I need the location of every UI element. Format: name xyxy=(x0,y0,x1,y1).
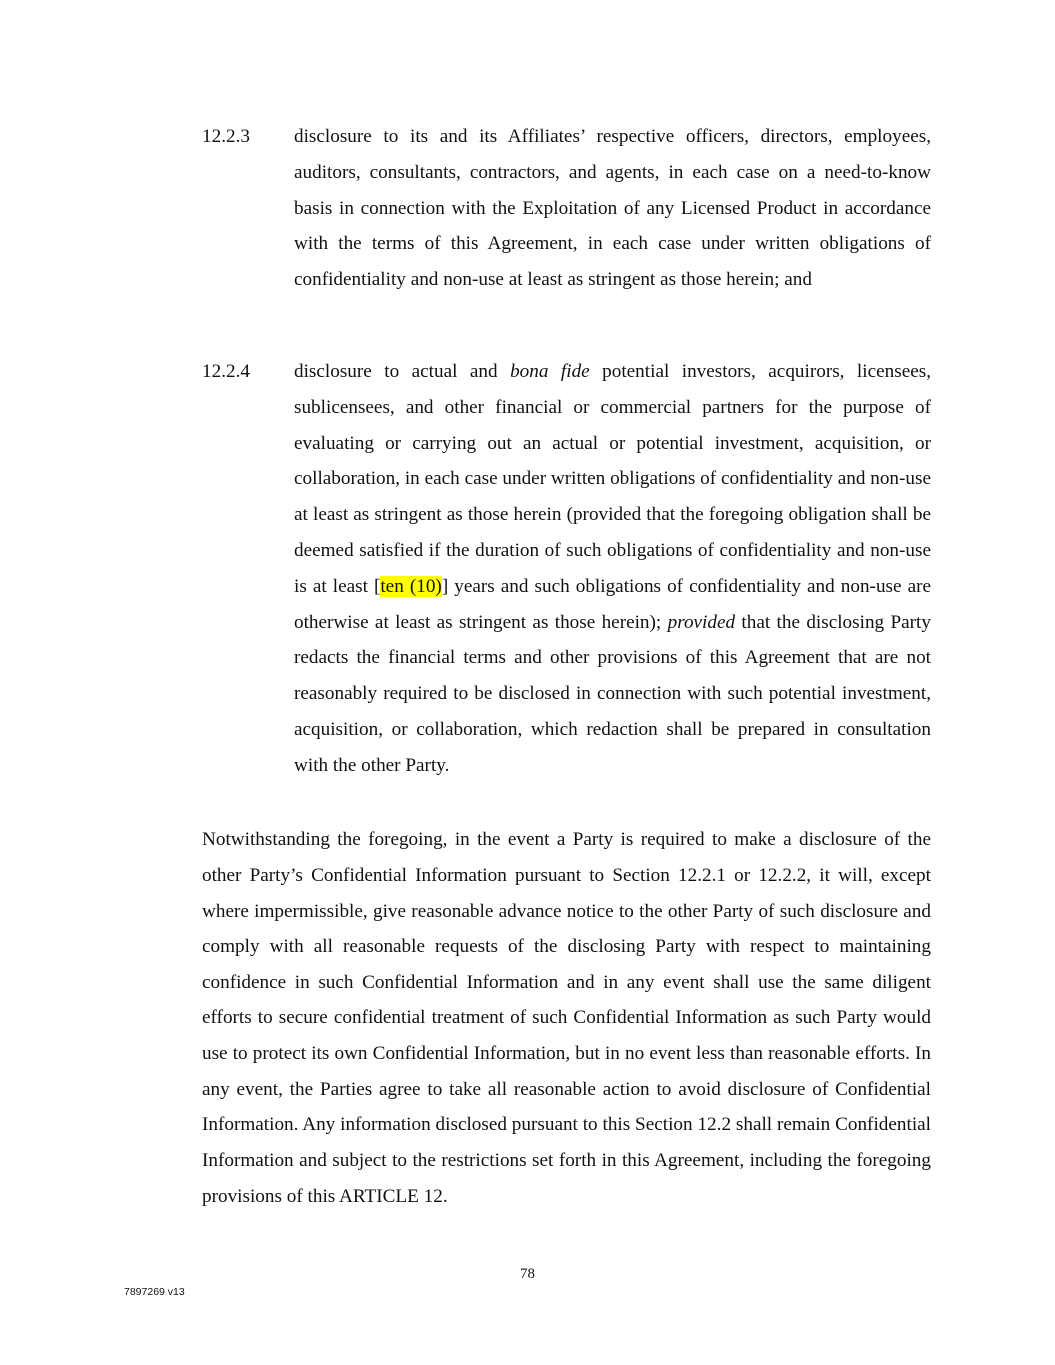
clause-text-segment: potential investors, acquirors, licensees, sublicensees, and other financial or commercial partners for the purpose of evaluating or carrying out an actual or potential investment, acquisition, or collaboration, in each case under written obligations of confidentiality and non-use at least as stringent as those herein (provided that the foregoing obligation shall be deemed satisfied if the duration of such obligations of confidentiality and non-use is at least [ xyxy=(294,361,931,597)
clause-text-segment: disclosure to actual and xyxy=(294,361,511,382)
clause-12-2-3 xyxy=(202,119,931,298)
clause-text xyxy=(294,354,931,784)
clause-number: 12.2.3 xyxy=(202,126,250,147)
clause-text-segment: ] years and such obligations of confidentiality and non-use are otherwise at least as stringent as those herein); xyxy=(294,575,931,633)
document-id: 7897269 v13 xyxy=(124,1286,185,1298)
italic-term-provided: provided xyxy=(667,611,736,633)
clause-12-2-4 xyxy=(202,354,931,784)
notwithstanding-paragraph: Notwithstanding the foregoing, in the event a Party is required to make a disclosure of the other Party’s Confidential Information pursuant to Section 12.2.1 or 12.2.2, it will, except where impermissible, give reasonable advance notice to the other Party of such disclosure and comply with all reasonable requests of the disclosing Party with respect to maintaining confidence in such Confidential Information and in any event shall use the same diligent efforts to secure confidential treatment of such Confidential Information as such Party would use to protect its own Confidential Information, but in no event less than reasonable efforts. In any event, the Parties agree to take all reasonable action to avoid disclosure of Confidential Information. Any information disclosed pursuant to this Section 12.2 shall remain Confidential Information and subject to the restrictions set forth in this Agreement, including the foregoing provisions of this ARTICLE 12. xyxy=(202,829,931,1207)
highlighted-term: ten (10) xyxy=(380,575,442,597)
clause-text: disclosure to its and its Affiliates’ respective officers, directors, employees, auditors, consultants, contractors, and agents, in each case on a need-to-know basis in connection with the Exploitation of any Licensed Product in accordance with the terms of this Agreement, in each case under written obligations of confidentiality and non-use at least as stringent as those herein; and xyxy=(294,126,931,291)
page-number: 78 xyxy=(520,1266,535,1282)
clause-text-segment: that the disclosing Party redacts the financial terms and other provisions of this Agreement that are not reasonably required to be disclosed in connection with such potential investment, acquisition, or collaboration, which redaction shall be prepared in consultation with the other Party. xyxy=(294,611,931,776)
clause-number: 12.2.4 xyxy=(202,361,250,382)
italic-term-bona-fide: bona fide xyxy=(510,361,590,382)
